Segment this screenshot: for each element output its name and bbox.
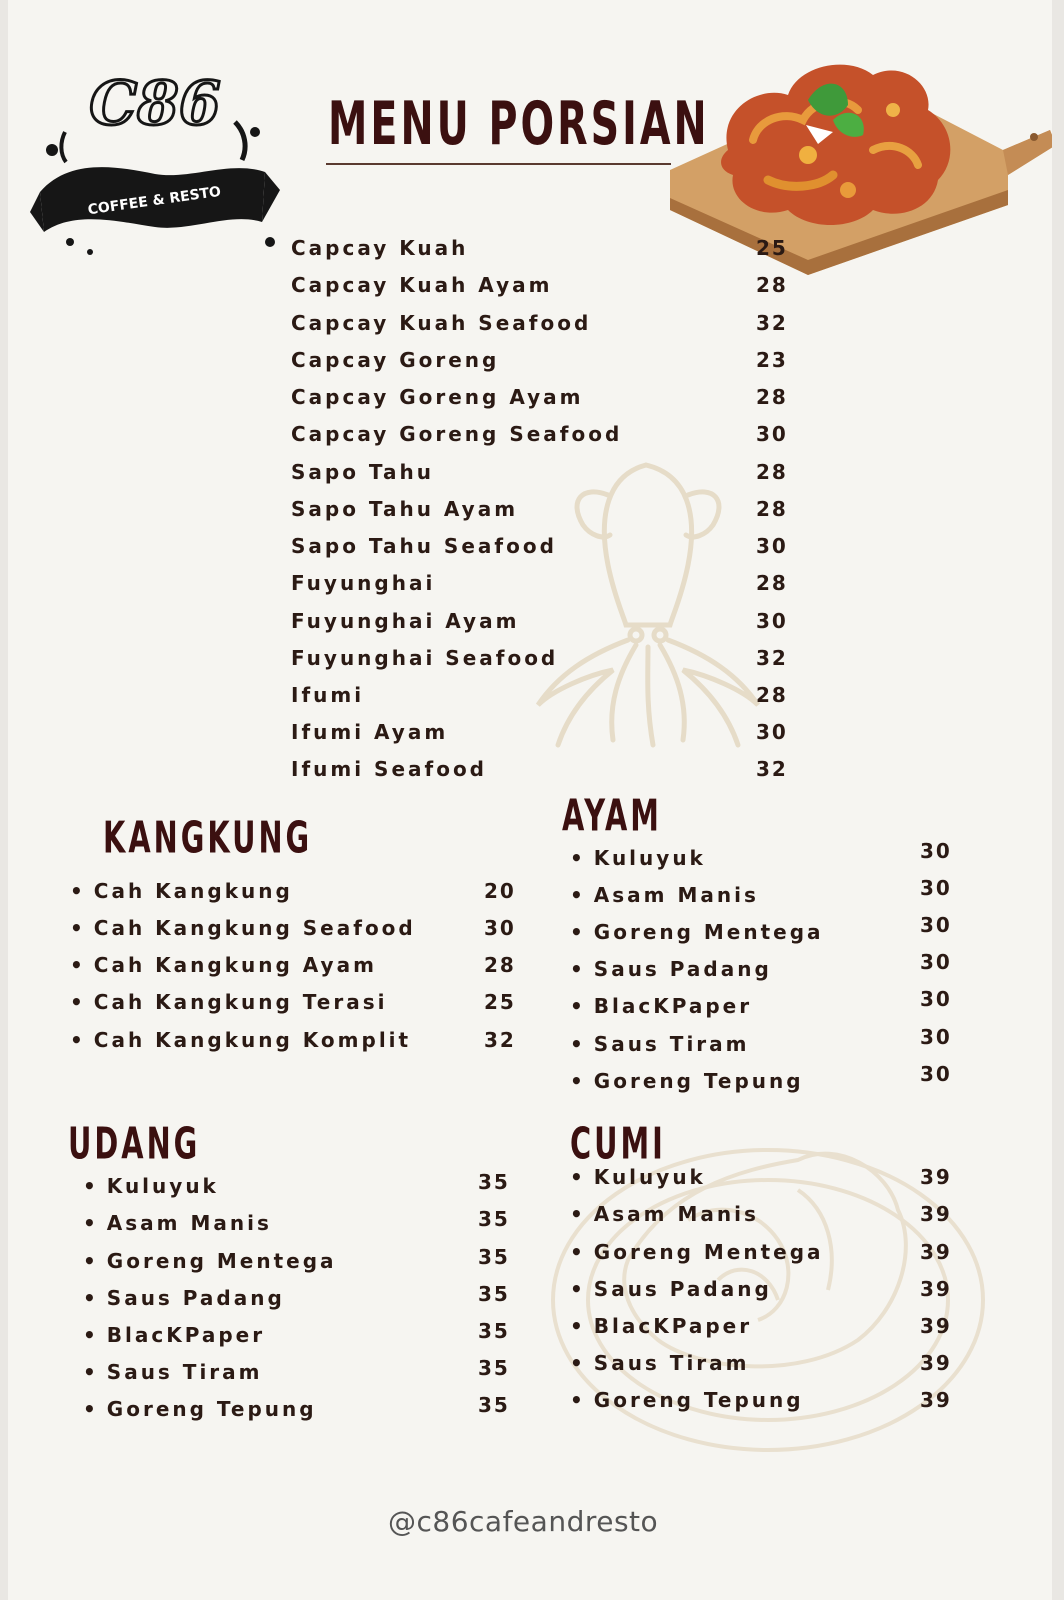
item-price: 30 <box>920 1062 952 1086</box>
item-name-wrap <box>70 990 387 1014</box>
item-name: Sapo Tahu Seafood <box>291 534 557 558</box>
item-name: Capcay Kuah <box>291 236 469 260</box>
item-price: 35 <box>478 1393 510 1417</box>
item-name-wrap <box>83 1174 219 1198</box>
item-name-wrap <box>70 879 293 903</box>
item-name: Goreng Mentega <box>593 1240 824 1264</box>
bullet-icon: • <box>570 1032 586 1056</box>
item-price: 30 <box>920 876 952 900</box>
item-name-wrap <box>570 1069 804 1093</box>
item-price: 39 <box>920 1388 952 1412</box>
item-name-wrap <box>83 1211 272 1235</box>
item-price: 35 <box>478 1170 510 1194</box>
item-name-wrap <box>570 1032 750 1056</box>
item-price: 23 <box>756 348 788 372</box>
item-price: 30 <box>484 916 516 940</box>
bullet-icon: • <box>83 1249 99 1273</box>
item-name: BlacKPaper <box>593 994 753 1018</box>
item-name-wrap <box>570 846 706 870</box>
bullet-icon: • <box>570 1240 586 1264</box>
item-name: Ifumi Ayam <box>291 720 449 744</box>
item-name: Saus Tiram <box>593 1351 750 1375</box>
bullet-icon: • <box>70 990 86 1014</box>
item-price: 32 <box>756 757 788 781</box>
item-name-wrap <box>83 1323 265 1347</box>
logo-ribbon-text: COFFEE & RESTO <box>86 183 223 219</box>
item-price: 28 <box>756 385 788 409</box>
item-price: 35 <box>478 1245 510 1269</box>
bullet-icon: • <box>570 957 586 981</box>
item-price: 30 <box>920 913 952 937</box>
item-name: Fuyunghai Seafood <box>291 646 559 670</box>
item-name-wrap <box>570 1165 706 1189</box>
menu-title: MENU PORSIAN <box>328 90 710 159</box>
item-name: Capcay Goreng <box>291 348 500 372</box>
item-name: Saus Tiram <box>106 1360 263 1384</box>
item-price: 30 <box>920 1025 952 1049</box>
item-price: 39 <box>920 1351 952 1375</box>
item-price: 30 <box>756 609 788 633</box>
item-name-wrap <box>570 920 824 944</box>
bullet-icon: • <box>570 1277 586 1301</box>
ayam-heading: AYAM <box>562 790 662 842</box>
item-price: 28 <box>756 460 788 484</box>
item-price: 30 <box>756 534 788 558</box>
item-price: 39 <box>920 1240 952 1264</box>
bullet-icon: • <box>83 1397 99 1421</box>
item-name: Saus Padang <box>593 957 772 981</box>
item-name: Fuyunghai Ayam <box>291 609 520 633</box>
item-name: BlacKPaper <box>593 1314 753 1338</box>
item-name: Kuluyuk <box>593 846 706 870</box>
item-name-wrap <box>570 1202 759 1226</box>
item-name: Ifumi Seafood <box>291 757 488 781</box>
item-name: Goreng Tepung <box>593 1388 804 1412</box>
item-price: 35 <box>478 1207 510 1231</box>
item-name-wrap <box>570 1351 750 1375</box>
item-price: 32 <box>484 1028 516 1052</box>
item-name: Cah Kangkung <box>93 879 293 903</box>
squid-outline-icon <box>528 455 788 755</box>
item-name-wrap <box>70 916 416 940</box>
item-name: Goreng Mentega <box>106 1249 337 1273</box>
bullet-icon: • <box>70 879 86 903</box>
bullet-icon: • <box>83 1286 99 1310</box>
bullet-icon: • <box>570 1165 586 1189</box>
item-price: 32 <box>756 646 788 670</box>
bullet-icon: • <box>70 953 86 977</box>
item-name: Cah Kangkung Ayam <box>93 953 377 977</box>
item-price: 35 <box>478 1356 510 1380</box>
cumi-heading: CUMI <box>570 1118 666 1170</box>
item-name: Asam Manis <box>593 1202 759 1226</box>
item-name: Saus Tiram <box>593 1032 750 1056</box>
social-handle: @c86cafeandresto <box>388 1505 659 1538</box>
bullet-icon: • <box>570 1069 586 1093</box>
udang-heading: UDANG <box>68 1118 201 1170</box>
title-underline <box>326 163 671 165</box>
item-name: Cah Kangkung Komplit <box>93 1028 412 1052</box>
item-name: Capcay Goreng Ayam <box>291 385 584 409</box>
item-price: 30 <box>756 422 788 446</box>
item-name: Sapo Tahu <box>291 460 434 484</box>
item-name: Goreng Mentega <box>593 920 824 944</box>
item-name: Goreng Tepung <box>593 1069 804 1093</box>
item-price: 39 <box>920 1165 952 1189</box>
item-price: 30 <box>756 720 788 744</box>
item-name-wrap <box>570 957 772 981</box>
item-name: Goreng Tepung <box>106 1397 317 1421</box>
item-name-wrap <box>570 994 752 1018</box>
item-price: 28 <box>756 683 788 707</box>
item-name: Fuyunghai <box>291 571 436 595</box>
item-name-wrap <box>570 883 759 907</box>
item-name-wrap <box>570 1240 824 1264</box>
item-price: 30 <box>920 987 952 1011</box>
c86-logo-icon <box>30 62 280 262</box>
bullet-icon: • <box>570 994 586 1018</box>
item-price: 28 <box>756 571 788 595</box>
item-price: 39 <box>920 1277 952 1301</box>
item-name-wrap <box>83 1397 317 1421</box>
item-name: Ifumi <box>291 683 365 707</box>
item-name: Capcay Goreng Seafood <box>291 422 623 446</box>
bullet-icon: • <box>570 920 586 944</box>
bullet-icon: • <box>570 846 586 870</box>
item-name: Asam Manis <box>106 1211 272 1235</box>
item-price: 32 <box>756 311 788 335</box>
item-price: 30 <box>920 950 952 974</box>
item-name-wrap <box>83 1360 263 1384</box>
item-name: BlacKPaper <box>106 1323 266 1347</box>
item-name: Saus Padang <box>106 1286 285 1310</box>
item-name-wrap <box>570 1314 752 1338</box>
logo-brand-text: C86 <box>89 69 221 139</box>
bullet-icon: • <box>570 1314 586 1338</box>
item-price: 39 <box>920 1202 952 1226</box>
bullet-icon: • <box>83 1174 99 1198</box>
item-name-wrap <box>70 953 377 977</box>
bullet-icon: • <box>570 1351 586 1375</box>
kangkung-heading: KANGKUNG <box>103 812 313 864</box>
item-name: Cah Kangkung Terasi <box>93 990 388 1014</box>
bullet-icon: • <box>83 1323 99 1347</box>
item-name: Capcay Kuah Seafood <box>291 311 592 335</box>
bullet-icon: • <box>570 1388 586 1412</box>
bullet-icon: • <box>83 1360 99 1384</box>
item-price: 28 <box>756 273 788 297</box>
item-price: 39 <box>920 1314 952 1338</box>
item-name: Saus Padang <box>593 1277 772 1301</box>
item-name: Asam Manis <box>593 883 759 907</box>
item-name-wrap <box>570 1388 804 1412</box>
item-name-wrap <box>83 1249 337 1273</box>
item-name: Kuluyuk <box>593 1165 706 1189</box>
menu-page <box>8 0 1052 1600</box>
bullet-icon: • <box>570 1202 586 1226</box>
item-name-wrap <box>570 1277 772 1301</box>
item-price: 25 <box>756 236 788 260</box>
item-price: 30 <box>920 839 952 863</box>
item-price: 35 <box>478 1319 510 1343</box>
bullet-icon: • <box>70 1028 86 1052</box>
item-name: Kuluyuk <box>106 1174 219 1198</box>
item-price: 20 <box>484 879 516 903</box>
bullet-icon: • <box>83 1211 99 1235</box>
item-price: 25 <box>484 990 516 1014</box>
bullet-icon: • <box>70 916 86 940</box>
item-name: Sapo Tahu Ayam <box>291 497 519 521</box>
item-price: 35 <box>478 1282 510 1306</box>
item-price: 28 <box>756 497 788 521</box>
item-name: Capcay Kuah Ayam <box>291 273 553 297</box>
item-name-wrap <box>83 1286 285 1310</box>
item-name-wrap <box>70 1028 411 1052</box>
fried-chicken-board-icon <box>658 40 1052 280</box>
item-price: 28 <box>484 953 516 977</box>
bullet-icon: • <box>570 883 586 907</box>
item-name: Cah Kangkung Seafood <box>93 916 416 940</box>
